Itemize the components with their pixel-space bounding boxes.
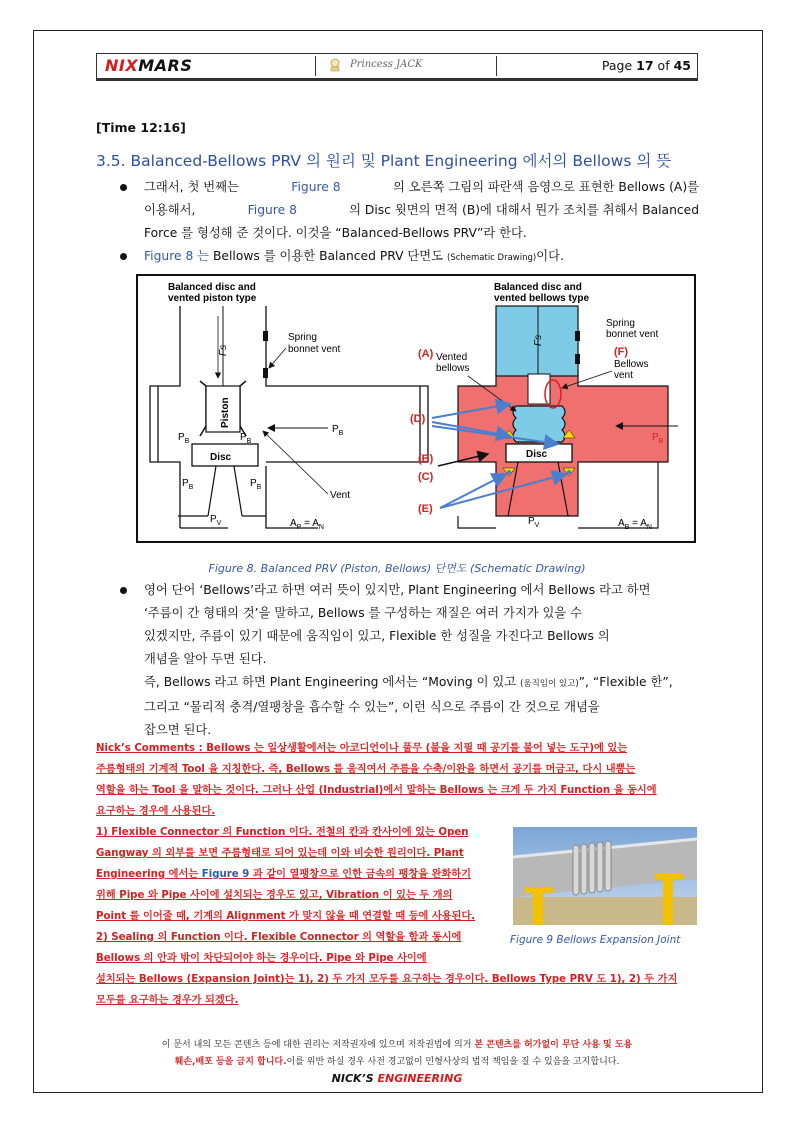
bonnet-vent-label-right: bonnet vent [606, 329, 659, 340]
piston-type-drawing [150, 282, 428, 531]
page-number: Page 17 of 45 [601, 58, 691, 73]
right-title-1: Balanced disc and [494, 282, 582, 293]
pb-label-left-2: $P_B$ [240, 432, 252, 445]
bullet-1: 그래서, 첫 번째는 Figure 8 의 오른쪽 그림의 파란색 음영으로 표현한 Bellows (A)를 이용해서, Figure 8 의 Disc 윗면의 면적 (B)에 대해서 뭔가 조치를 취해서 Balanced Force 를 형성해 준 것이다. 이것을 “Balanced-Bellows PRV”라 한다. [144, 176, 699, 245]
expansion-joint-illustration [513, 827, 697, 925]
spring-label-right: Spring [606, 318, 635, 329]
bellows-vent-label-2: vent [614, 370, 633, 381]
bullet-3: 영어 단어 ‘Bellows’라고 하면 여러 뜻이 있지만, Plant Engineering 에서 Bellows 라고 하면 ‘주름이 간 형태의 것’을 말하고, Bellows 를 구성하는 재질은 여러 가지가 있을 수 있겠지만, 주름이 있기 때문에 움직임이 있고, Flexible 한 성질을 가진다고 Bellows 의 개념을 알아 두면 된다. 즉, Bellows 라고 하면 Plant Engineering 에서는 “Moving 이 있고 (움직임이 있고)”, “Flexible 한”, 그리고 “물리적 충격/열팽창을 흡수할 수 있는”, 이런 식으로 주름이 간 것으로 개념을 잡으면 된다. [144, 579, 699, 742]
copyright-footer: 이 문서 내의 모든 콘텐츠 등에 대한 권리는 저작권자에 있으며 저작권법에 의거 본 콘텐츠를 허가없이 무단 사용 및 도용 훼손,배포 등을 금지 합니다.이를 위반 하실 경우 사전 경고없이 민형사상의 법적 책임을 질 수 있음을 고지합니다. [161, 1040, 633, 1067]
label-d: (D) [410, 413, 426, 425]
label-f: (F) [614, 346, 629, 358]
disc-label-right: Disc [526, 449, 548, 460]
prv-schematic-svg [138, 276, 694, 541]
bellows-vent-label-1: Bellows [614, 359, 649, 370]
left-title-1: Balanced disc and [168, 282, 256, 293]
bullet-2: Figure 8 는 Bellows 를 이용한 Balanced PRV 단면도 (Schematic Drawing)이다. [144, 245, 699, 270]
ap-an-label: $A_P = A_N$ [290, 518, 324, 531]
label-b: (B) [418, 453, 434, 465]
bonnet-vent-label-left: bonnet vent [288, 344, 341, 355]
signature-text: Princess JACK [350, 59, 423, 70]
label-e: (E) [418, 503, 433, 515]
figure-8-caption: Figure 8. Balanced PRV (Piston, Bellows) 단면도 (Schematic Drawing) [208, 562, 586, 575]
bullet-dot [120, 184, 127, 191]
page-header [96, 53, 698, 79]
piston-label: Piston [220, 397, 231, 428]
pv-label-right: $P_V$ [528, 516, 540, 529]
pb-label-left-4: $P_B$ [250, 478, 262, 491]
figure-8-diagram [136, 274, 696, 543]
bellows-type-drawing [410, 282, 678, 531]
nick-point-1: 1) Flexible Connector 의 Function 이다. 전철의 칸과 칸사이에 있는 Open Gangway 의 외부를 보면 주름형태로 되어 있는데 이와 비슷한 원리이다. Plant Engineering 에서는 Figure 9 과 같이 열팽창으로 인한 금속의 팽창을 완화하기 위해 Pipe 와 Pipe 사이에 설치되는 경우도 있고, Vibration 이 있는 두 개의 Point 를 이어줄 때, 기계의 Alignment 가 맞지 않을 때 연결할 때 등에 사용된다. 2) Sealing 의 Function 이다. Flexible Connector 의 역할을 함과 동시에 Bellows 의 안과 밖이 차단되어야 하는 경우이다. Pipe 와 Pipe 사이에 [96, 827, 476, 964]
fs-label-left: Fs [218, 344, 229, 356]
section-title: 3.5. Balanced-Bellows PRV 의 원리 및 Plant Engineering 에서의 Bellows 의 뜻 [96, 152, 672, 170]
pb-label-right: $P_B$ [652, 432, 664, 445]
nicks-engineering-brand: NICK’S ENGINEERING [331, 1072, 463, 1085]
bullet-dot [120, 253, 127, 260]
pv-label-left: $P_V$ [210, 514, 222, 527]
nixmars-logo: NIXMARS [105, 56, 193, 75]
fs-label-right: Fs [533, 334, 544, 346]
princess-badge-icon [328, 58, 342, 72]
vent-label: Vent [330, 490, 351, 501]
bellows-label: bellows [436, 363, 470, 374]
bullet-dot [120, 587, 127, 594]
nick-comments: Nick’s Comments : Bellows 는 일상생활에서는 아코디언이나 풀무 (불을 지필 때 공기를 불어 넣는 도구)에 있는 주름형태의 기계적 Tool 을 지칭한다. 즉, Bellows 를 움직여서 주름을 수축/이완을 하면서 공기를 머금고, 다시 내뿜는 역할을 하는 Tool 을 말하는 것이다. 그러나 산업 (Industrial)에서 말하는 Bellows 는 크게 두 가지 Function 을 동시에 요구하는 경우에 사용된다. [96, 743, 657, 817]
figure-9-caption: Figure 9 Bellows Expansion Joint [510, 934, 681, 946]
spring-label-left: Spring [288, 332, 317, 343]
left-title-2: vented piston type [168, 293, 257, 304]
nick-point-2-cont: 설치되는 Bellows (Expansion Joint)는 1), 2) 두 가지 모두를 요구하는 경우이다. Bellows Type PRV 도 1), 2) 두 가지 모두를 요구하는 경우가 되겠다. [96, 974, 678, 1006]
bellows-expansion-joint-photo [513, 827, 697, 925]
header-signature-box [315, 56, 497, 76]
disc-label-left: Disc [210, 452, 232, 463]
ab-an-label: $A_B = A_N$ [618, 518, 652, 531]
pb-label-left-1: $P_B$ [178, 432, 190, 445]
label-c: (C) [418, 471, 434, 483]
vented-label: Vented [436, 352, 468, 363]
time-label: [Time 12:16] [96, 120, 186, 135]
pb-label-left-3: $P_B$ [182, 478, 194, 491]
header-underline [96, 79, 698, 81]
pb-label-left-5: $P_B$ [332, 424, 344, 437]
right-title-2: vented bellows type [494, 293, 590, 304]
label-a: (A) [418, 348, 434, 360]
